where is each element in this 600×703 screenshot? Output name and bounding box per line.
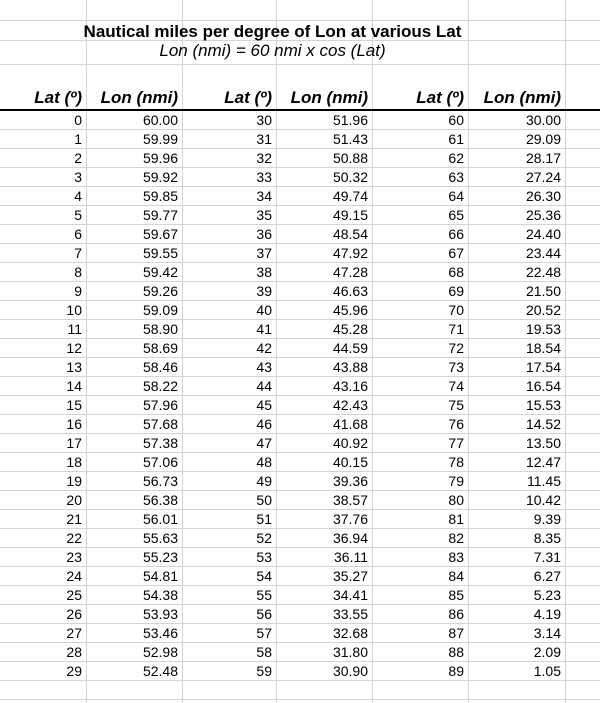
- lat-cell: 27: [66, 625, 82, 641]
- lon-cell: 9.39: [533, 511, 561, 527]
- lat-cell: 56: [256, 606, 272, 622]
- lon-cell: 59.55: [142, 245, 178, 261]
- lat-cell: 0: [74, 112, 82, 128]
- lon-cell: 15.53: [525, 397, 561, 413]
- lon-cell: 12.47: [525, 454, 561, 470]
- lat-cell: 77: [448, 435, 464, 451]
- lon-cell: 56.38: [142, 492, 178, 508]
- grid-row-line: [0, 699, 600, 700]
- lon-cell: 13.50: [525, 435, 561, 451]
- lat-cell: 50: [256, 492, 272, 508]
- lon-cell: 38.57: [332, 492, 368, 508]
- lon-cell: 17.54: [525, 359, 561, 375]
- lat-cell: 73: [448, 359, 464, 375]
- lon-cell: 41.68: [332, 416, 368, 432]
- lat-cell: 51: [256, 511, 272, 527]
- lon-cell: 51.43: [332, 131, 368, 147]
- lon-cell: 22.48: [525, 264, 561, 280]
- lat-cell: 74: [448, 378, 464, 394]
- lat-cell: 59: [256, 663, 272, 679]
- lon-cell: 43.88: [332, 359, 368, 375]
- lon-cell: 59.77: [142, 207, 178, 223]
- lon-cell: 26.30: [525, 188, 561, 204]
- lon-cell: 6.27: [533, 568, 561, 584]
- lon-cell: 52.98: [142, 644, 178, 660]
- lat-cell: 63: [448, 169, 464, 185]
- lat-cell: 47: [256, 435, 272, 451]
- lat-cell: 72: [448, 340, 464, 356]
- lat-cell: 29: [66, 663, 82, 679]
- lon-cell: 59.42: [142, 264, 178, 280]
- header-lon: Lon (nmi): [290, 88, 368, 107]
- lat-cell: 79: [448, 473, 464, 489]
- lat-cell: 45: [256, 397, 272, 413]
- lat-cell: 26: [66, 606, 82, 622]
- lon-cell: 56.73: [142, 473, 178, 489]
- lon-cell: 59.96: [142, 150, 178, 166]
- lon-cell: 52.48: [142, 663, 178, 679]
- lat-cell: 32: [256, 150, 272, 166]
- header-lat: Lat (º): [224, 88, 272, 107]
- lon-cell: 55.23: [142, 549, 178, 565]
- lon-cell: 57.38: [142, 435, 178, 451]
- lon-cell: 30.00: [525, 112, 561, 128]
- lat-cell: 22: [66, 530, 82, 546]
- lon-cell: 34.41: [332, 587, 368, 603]
- lon-cell: 45.96: [332, 302, 368, 318]
- lat-cell: 10: [66, 302, 82, 318]
- lat-cell: 24: [66, 568, 82, 584]
- lon-cell: 58.90: [142, 321, 178, 337]
- lon-cell: 51.96: [332, 112, 368, 128]
- lat-cell: 57: [256, 625, 272, 641]
- header-lat: Lat (º): [34, 88, 82, 107]
- lat-cell: 1: [74, 131, 82, 147]
- lat-cell: 25: [66, 587, 82, 603]
- lat-cell: 38: [256, 264, 272, 280]
- lon-cell: 2.09: [533, 644, 561, 660]
- lat-cell: 37: [256, 245, 272, 261]
- lon-cell: 48.54: [332, 226, 368, 242]
- lon-cell: 59.92: [142, 169, 178, 185]
- lon-cell: 54.81: [142, 568, 178, 584]
- header-lon: Lon (nmi): [483, 88, 561, 107]
- lon-cell: 59.99: [142, 131, 178, 147]
- lat-cell: 83: [448, 549, 464, 565]
- lat-cell: 54: [256, 568, 272, 584]
- lon-cell: 36.94: [332, 530, 368, 546]
- lon-cell: 36.11: [334, 549, 368, 565]
- lat-cell: 81: [448, 511, 464, 527]
- lon-cell: 19.53: [525, 321, 561, 337]
- lon-cell: 59.85: [142, 188, 178, 204]
- lat-cell: 16: [66, 416, 82, 432]
- lon-cell: 58.22: [142, 378, 178, 394]
- lat-cell: 17: [66, 435, 82, 451]
- grid-row-line: [0, 64, 600, 65]
- lat-cell: 89: [448, 663, 464, 679]
- lat-cell: 11: [67, 321, 82, 337]
- lon-cell: 28.17: [525, 150, 561, 166]
- lon-cell: 55.63: [142, 530, 178, 546]
- lon-cell: 47.92: [332, 245, 368, 261]
- lat-cell: 85: [448, 587, 464, 603]
- lat-cell: 68: [448, 264, 464, 280]
- lat-cell: 28: [66, 644, 82, 660]
- lat-cell: 36: [256, 226, 272, 242]
- lon-cell: 23.44: [525, 245, 561, 261]
- lat-cell: 71: [448, 321, 464, 337]
- lat-cell: 69: [448, 283, 464, 299]
- lat-cell: 19: [66, 473, 82, 489]
- lon-cell: 10.42: [525, 492, 561, 508]
- lat-cell: 66: [448, 226, 464, 242]
- lon-cell: 5.23: [533, 587, 561, 603]
- table-formula: Lon (nmi) = 60 nmi x cos (Lat): [159, 41, 386, 60]
- lon-cell: 18.54: [525, 340, 561, 356]
- lat-cell: 58: [256, 644, 272, 660]
- lat-cell: 44: [256, 378, 272, 394]
- lon-cell: 40.92: [332, 435, 368, 451]
- lon-cell: 33.55: [332, 606, 368, 622]
- lat-cell: 30: [256, 112, 272, 128]
- lon-cell: 60.00: [142, 112, 178, 128]
- grid-column-line: [565, 0, 566, 703]
- lat-cell: 5: [74, 207, 82, 223]
- lat-cell: 86: [448, 606, 464, 622]
- lon-cell: 39.36: [332, 473, 368, 489]
- lon-cell: 43.16: [332, 378, 368, 394]
- lat-cell: 64: [448, 188, 464, 204]
- lat-cell: 7: [74, 245, 82, 261]
- lon-cell: 4.19: [533, 606, 561, 622]
- lon-cell: 57.06: [142, 454, 178, 470]
- header-lat: Lat (º): [416, 88, 464, 107]
- lon-cell: 37.76: [332, 511, 368, 527]
- lat-cell: 14: [66, 378, 82, 394]
- lon-cell: 30.90: [332, 663, 368, 679]
- lon-cell: 44.59: [332, 340, 368, 356]
- lon-cell: 31.80: [332, 644, 368, 660]
- lon-cell: 45.28: [332, 321, 368, 337]
- lat-cell: 9: [74, 283, 82, 299]
- lon-cell: 21.50: [525, 283, 561, 299]
- lon-cell: 49.15: [332, 207, 368, 223]
- lat-cell: 8: [74, 264, 82, 280]
- lat-cell: 31: [256, 131, 272, 147]
- lon-cell: 29.09: [525, 131, 561, 147]
- lat-cell: 33: [256, 169, 272, 185]
- lat-cell: 88: [448, 644, 464, 660]
- header-underline: [0, 109, 600, 111]
- lat-cell: 18: [66, 454, 82, 470]
- lat-cell: 41: [256, 321, 272, 337]
- lat-cell: 21: [66, 511, 82, 527]
- lon-cell: 3.14: [533, 625, 561, 641]
- lon-cell: 50.32: [332, 169, 368, 185]
- lat-cell: 62: [448, 150, 464, 166]
- lat-cell: 43: [256, 359, 272, 375]
- lon-cell: 47.28: [332, 264, 368, 280]
- lat-cell: 67: [448, 245, 464, 261]
- lat-cell: 39: [256, 283, 272, 299]
- lon-cell: 50.88: [332, 150, 368, 166]
- lat-cell: 84: [448, 568, 464, 584]
- lat-cell: 60: [448, 112, 464, 128]
- lon-cell: 59.26: [142, 283, 178, 299]
- grid-row-line: [0, 20, 600, 21]
- lon-cell: 8.35: [533, 530, 561, 546]
- lat-cell: 46: [256, 416, 272, 432]
- lat-cell: 53: [256, 549, 272, 565]
- lat-cell: 15: [66, 397, 82, 413]
- lon-cell: 49.74: [332, 188, 368, 204]
- lon-cell: 11.45: [527, 473, 561, 489]
- lon-cell: 53.93: [142, 606, 178, 622]
- lon-cell: 53.46: [142, 625, 178, 641]
- lat-cell: 82: [448, 530, 464, 546]
- lat-cell: 23: [66, 549, 82, 565]
- lat-cell: 3: [74, 169, 82, 185]
- lat-cell: 87: [448, 625, 464, 641]
- lat-cell: 20: [66, 492, 82, 508]
- lat-cell: 65: [448, 207, 464, 223]
- lon-cell: 35.27: [332, 568, 368, 584]
- lon-cell: 25.36: [525, 207, 561, 223]
- lat-cell: 4: [74, 188, 82, 204]
- lon-cell: 14.52: [525, 416, 561, 432]
- lon-cell: 58.46: [142, 359, 178, 375]
- lon-cell: 57.96: [142, 397, 178, 413]
- lat-cell: 6: [74, 226, 82, 242]
- lat-cell: 40: [256, 302, 272, 318]
- lon-cell: 46.63: [332, 283, 368, 299]
- lat-cell: 78: [448, 454, 464, 470]
- header-lon: Lon (nmi): [100, 88, 178, 107]
- lat-cell: 48: [256, 454, 272, 470]
- lat-cell: 55: [256, 587, 272, 603]
- lon-cell: 24.40: [525, 226, 561, 242]
- lat-cell: 61: [448, 131, 464, 147]
- lat-cell: 75: [448, 397, 464, 413]
- lat-cell: 12: [66, 340, 82, 356]
- lon-cell: 32.68: [332, 625, 368, 641]
- lon-cell: 56.01: [142, 511, 178, 527]
- lat-cell: 52: [256, 530, 272, 546]
- lon-cell: 1.05: [533, 663, 561, 679]
- lat-cell: 70: [448, 302, 464, 318]
- lat-cell: 76: [448, 416, 464, 432]
- lon-cell: 57.68: [142, 416, 178, 432]
- table-title: Nautical miles per degree of Lon at various Lat: [83, 22, 462, 41]
- lat-cell: 13: [66, 359, 82, 375]
- lon-cell: 42.43: [332, 397, 368, 413]
- lat-cell: 42: [256, 340, 272, 356]
- lat-cell: 2: [74, 150, 82, 166]
- lon-cell: 16.54: [525, 378, 561, 394]
- lon-cell: 20.52: [525, 302, 561, 318]
- grid-row-line: [0, 680, 600, 681]
- lat-cell: 34: [256, 188, 272, 204]
- lon-cell: 7.31: [533, 549, 561, 565]
- lon-cell: 27.24: [525, 169, 561, 185]
- lon-cell: 40.15: [332, 454, 368, 470]
- lat-cell: 35: [256, 207, 272, 223]
- lon-cell: 59.09: [142, 302, 178, 318]
- lat-cell: 49: [256, 473, 272, 489]
- lon-cell: 59.67: [142, 226, 178, 242]
- lon-cell: 54.38: [142, 587, 178, 603]
- lat-cell: 80: [448, 492, 464, 508]
- lon-cell: 58.69: [142, 340, 178, 356]
